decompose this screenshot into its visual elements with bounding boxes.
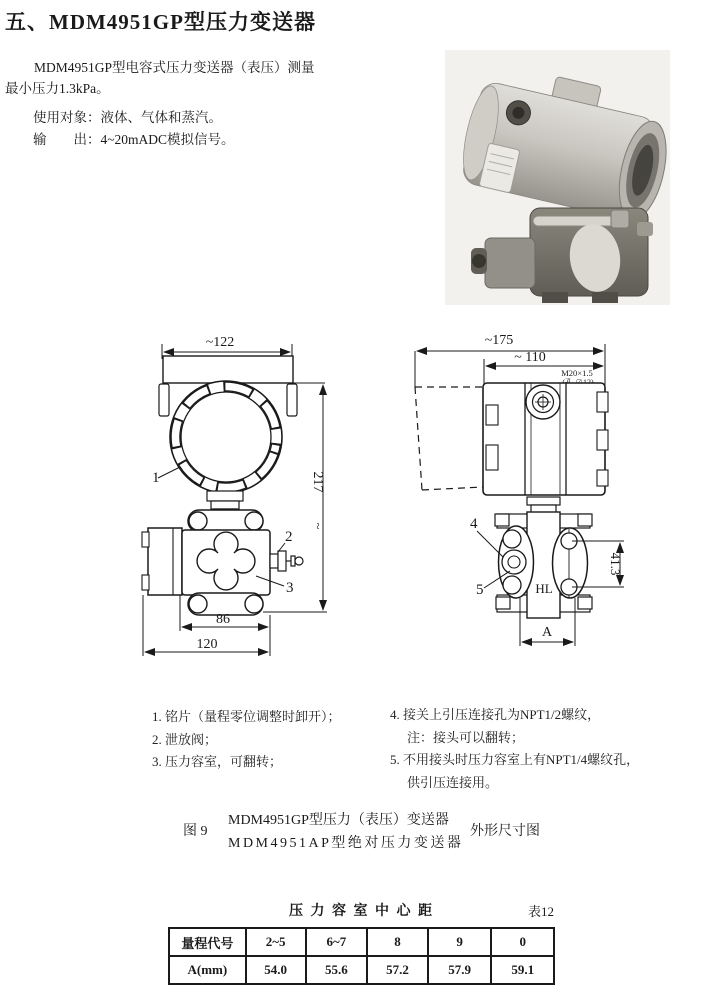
cell-val-3: 57.2 (367, 956, 428, 984)
side-flange-block (148, 528, 182, 595)
cable-gland (526, 385, 560, 419)
table-tag: 表12 (528, 904, 555, 919)
notes-right-column (390, 704, 695, 794)
output-line: 输 出：4~20mADC模拟信号。 (33, 132, 235, 147)
note-3: 3. 压力容室，可翻转； (152, 754, 283, 769)
dim-110-label: ~ 110 (514, 350, 546, 365)
dim-a-label: A (541, 625, 553, 640)
header-col-4: 9 (428, 928, 492, 956)
dim-217-approx: ~ (311, 522, 326, 530)
hl-mark: HL (535, 581, 553, 596)
callout-2: 2 (285, 529, 293, 545)
dim-175-label: ~175 (484, 333, 514, 348)
note-1: 1. 铭片（量程零位调整时卸开）； (152, 709, 341, 724)
cell-val-5: 59.1 (491, 956, 554, 984)
header-col-5: 0 (491, 928, 554, 956)
cell-val-2: 55.6 (306, 956, 368, 984)
dim-86-label: 86 (216, 612, 230, 627)
callout-5: 5 (476, 582, 484, 598)
dim-120-label: 120 (196, 637, 218, 652)
mounting-bracket (163, 356, 293, 383)
intro-line-1: MDM4951GP型电容式压力变送器（表压）测量 (34, 60, 315, 75)
figure-caption-line1: MDM4951GP型压力（表压）变送器 (228, 813, 449, 828)
intro-line-2: 最小压力1.3kPa。 (5, 81, 110, 96)
front-view-drawing (128, 330, 348, 680)
note-4-remark: 注：接头可以翻转； (407, 729, 525, 745)
center-distance-table (168, 927, 555, 985)
dim-217-label: 217 (310, 471, 325, 493)
dim-41-label: 41.3 (608, 552, 623, 576)
intro-paragraph (5, 57, 435, 99)
note-4: 4. 接关上引压连接孔为NPT1/2螺纹， (390, 707, 601, 722)
vent-valve (270, 551, 303, 571)
figure-number: 图 9 (183, 824, 208, 839)
cell-a-mm: A(mm) (169, 956, 246, 984)
header-range-code: 量程代号 (169, 928, 246, 956)
cell-val-4: 57.9 (428, 956, 492, 984)
header-col-3: 8 (367, 928, 428, 956)
usage-line: 使用对象：液体、气体和蒸汽。 (33, 110, 222, 125)
note-5: 5. 不用接头时压力容室上有NPT1/4螺纹孔， (390, 752, 640, 767)
table-title: 压 力 容 室 中 心 距 (289, 904, 434, 919)
product-photo (445, 50, 670, 305)
callout-1: 1 (152, 470, 160, 486)
callout-4: 4 (470, 516, 478, 532)
table-data-row (169, 956, 554, 984)
cell-val-1: 54.0 (246, 956, 306, 984)
phantom-cover-outline (415, 387, 483, 490)
dim-122-label: ~122 (205, 335, 235, 350)
side-view-drawing (400, 330, 670, 660)
header-col-2: 6~7 (306, 928, 368, 956)
notes-left-column (152, 706, 387, 774)
header-col-1: 2~5 (246, 928, 306, 956)
figure-caption-line2: MDM4951AP型绝对压力变送器 (228, 836, 464, 851)
callout-3: 3 (286, 580, 294, 596)
figure-caption-suffix: 外形尺寸图 (470, 824, 540, 839)
note-2: 2. 泄放阀； (152, 731, 218, 747)
page-title: 五、MDM4951GP型压力变送器 (5, 10, 316, 34)
gland-thread-label: M20×1.5 (561, 368, 593, 378)
table-header-row (169, 928, 554, 956)
note-5-continued: 供引压连接用。 (407, 774, 499, 790)
